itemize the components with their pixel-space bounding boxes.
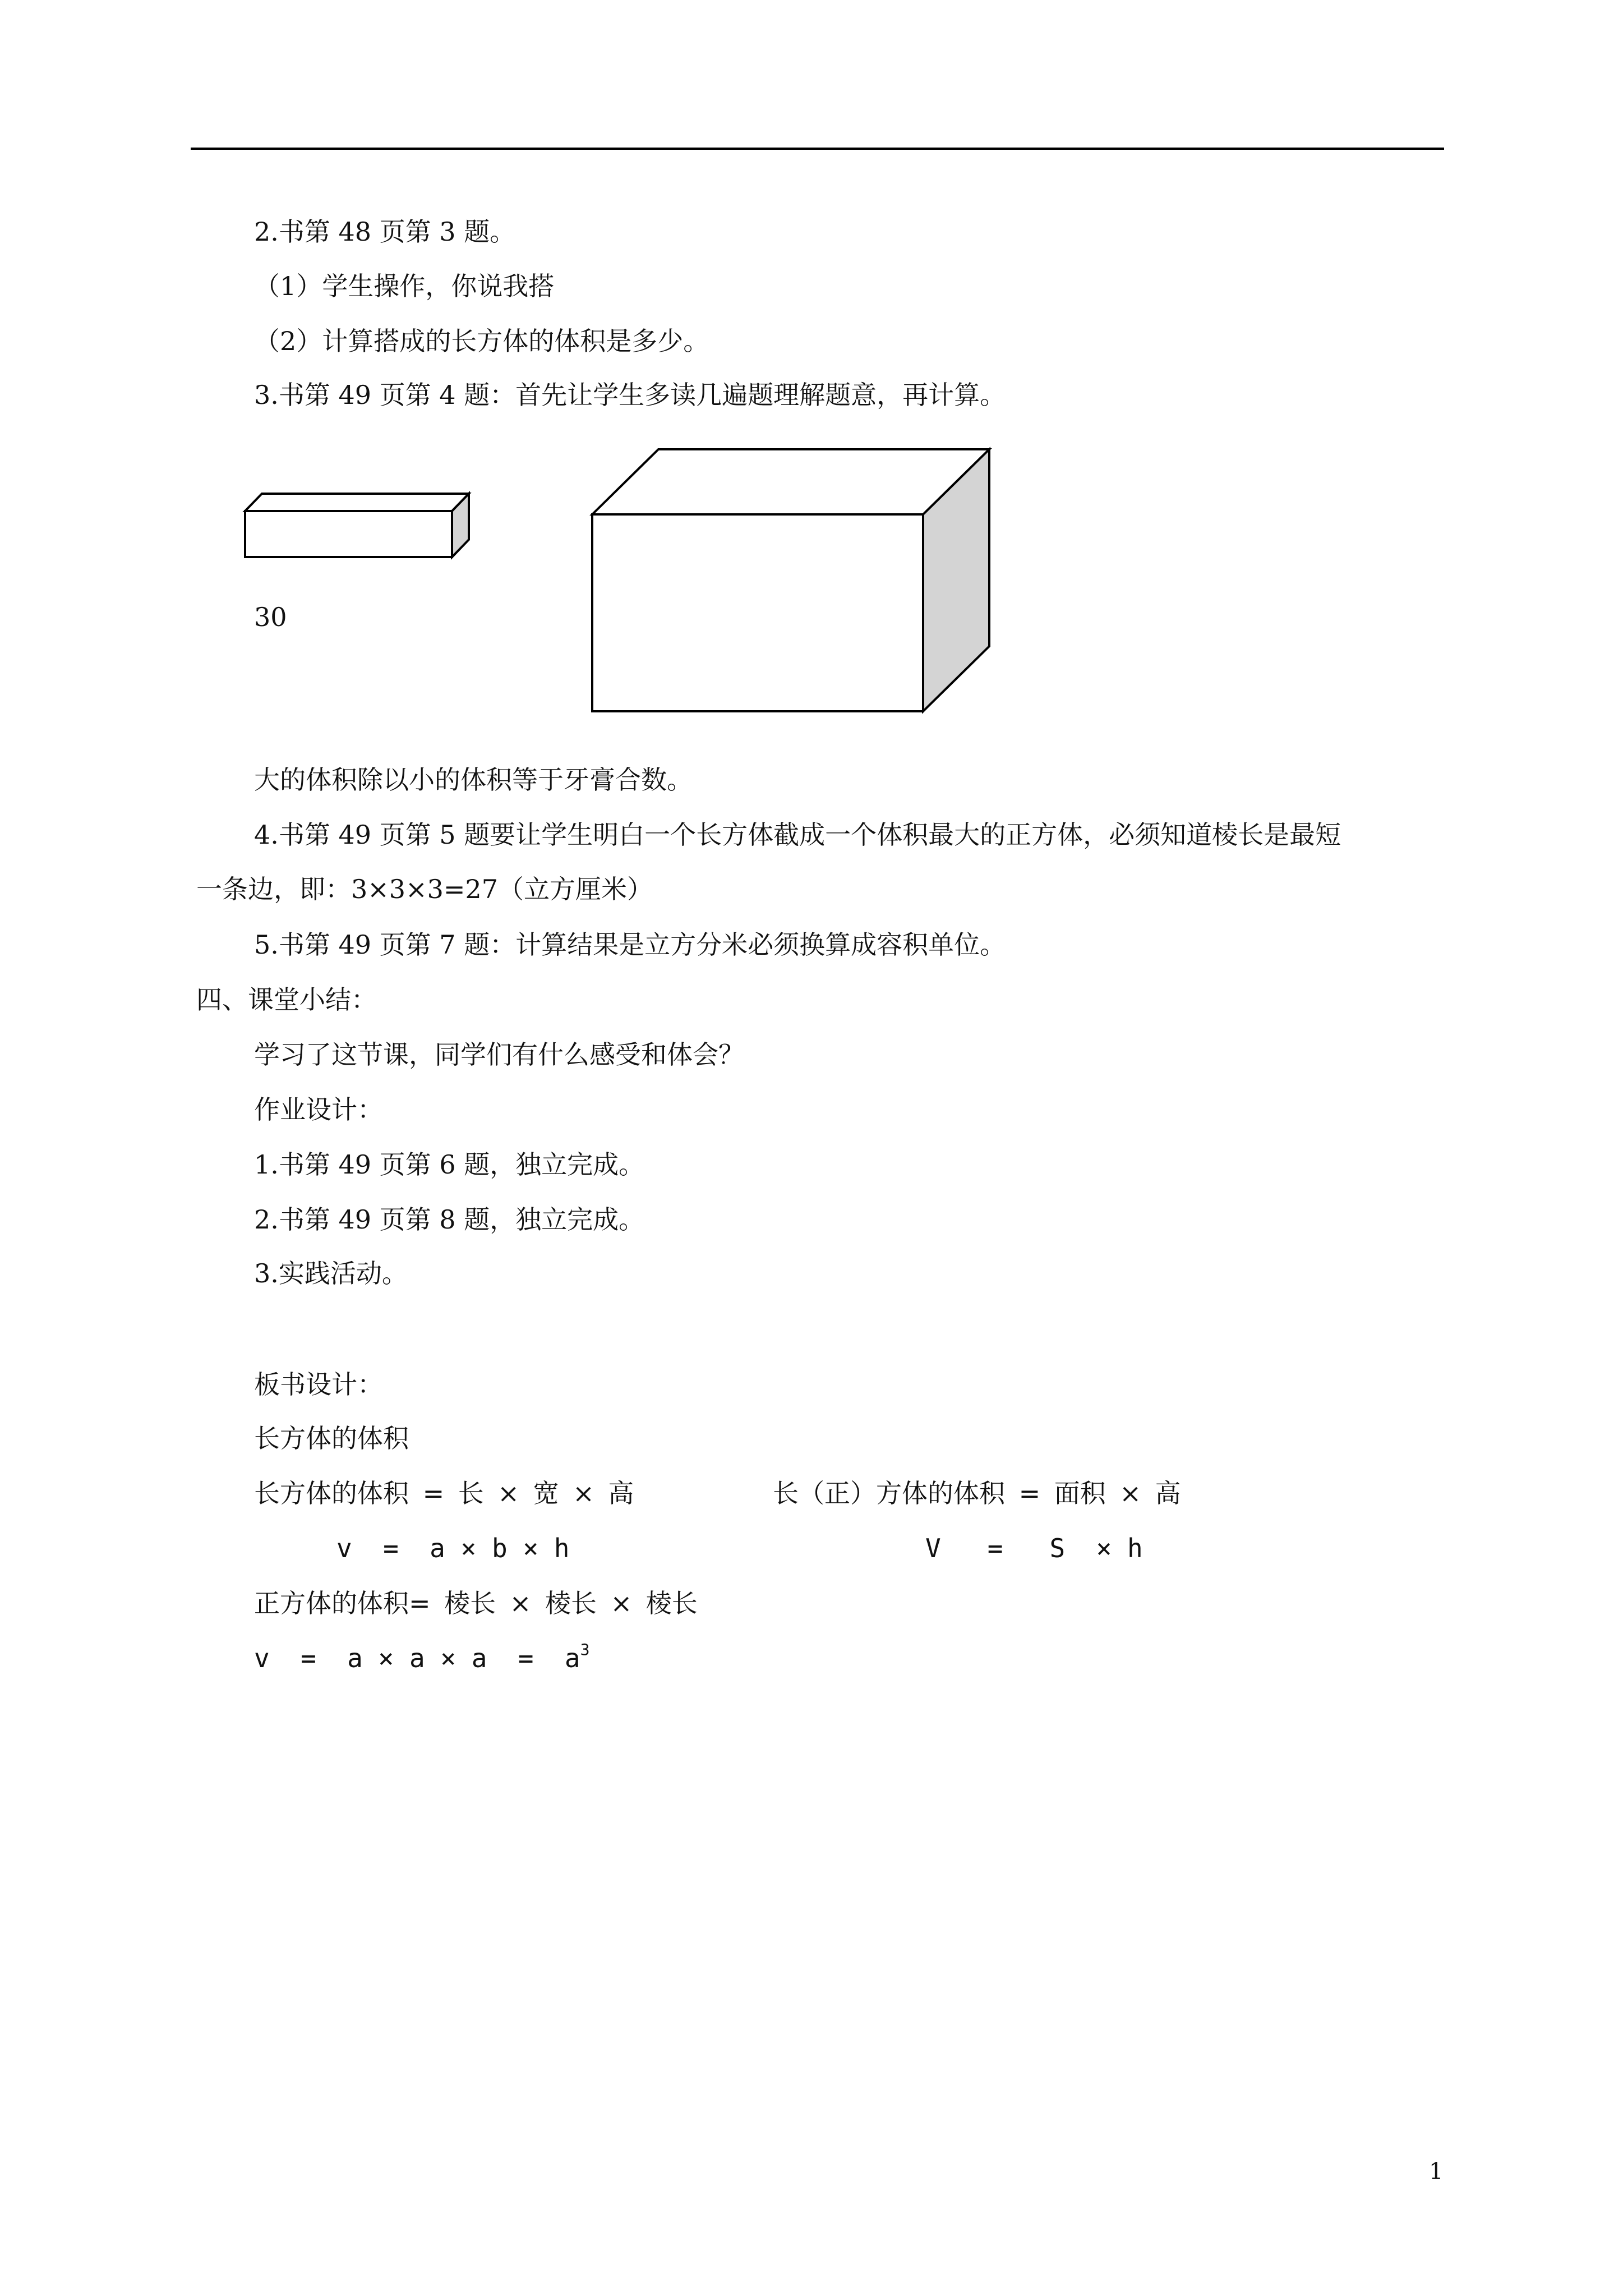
cuboid-figure <box>0 0 1623 729</box>
item-2-sub1: （1）学生操作，你说我搭 <box>254 271 555 301</box>
homework-1: 1.书第 49 页第 6 题，独立完成。 <box>254 1149 645 1180</box>
homework-3: 3.实践活动。 <box>254 1258 408 1289</box>
cube-letter-formula <box>254 1641 589 1675</box>
general-formula: 长（正）方体的体积 = 面积 × 高 <box>773 1478 1181 1508</box>
item-4-cont: 一条边，即：3×3×3=27（立方厘米） <box>196 874 653 904</box>
general-letter-formula: V = S × h <box>925 1533 1143 1563</box>
cube-exponent: 3 <box>580 1640 590 1659</box>
cuboid-formula: 长方体的体积 = 长 × 宽 × 高 <box>254 1478 634 1508</box>
item-3: 3.书第 49 页第 4 题：首先让学生多读几遍题理解题意，再计算。 <box>254 380 1006 410</box>
item-5: 5.书第 49 页第 7 题：计算结果是立方分米必须换算成容积单位。 <box>254 930 1006 960</box>
item-3-result: 大的体积除以小的体积等于牙膏合数。 <box>254 765 693 795</box>
board-heading: 板书设计： <box>254 1369 383 1400</box>
cube-letter-text: v = a × a × a = a <box>254 1643 580 1673</box>
summary-question: 学习了这节课，同学们有什么感受和体会？ <box>254 1039 744 1070</box>
item-2: 2.书第 48 页第 3 题。 <box>254 217 516 247</box>
cube-formula: 正方体的体积= 棱长 × 棱长 × 棱长 <box>254 1588 698 1618</box>
homework-2: 2.书第 49 页第 8 题，独立完成。 <box>254 1204 645 1235</box>
figure-label: 30 <box>254 602 287 632</box>
section-heading-summary: 四、课堂小结： <box>196 984 377 1015</box>
item-2-sub2: （2）计算搭成的长方体的体积是多少。 <box>254 326 709 356</box>
board-title: 长方体的体积 <box>254 1423 409 1453</box>
large-cuboid <box>592 449 989 711</box>
item-4: 4.书第 49 页第 5 题要让学生明白一个长方体截成一个体积最大的正方体，必须知道棱长是最短 <box>254 820 1341 850</box>
small-cuboid <box>245 494 469 557</box>
cuboid-letter-formula: v = a × b × h <box>336 1533 570 1563</box>
homework-heading: 作业设计： <box>254 1094 383 1125</box>
page-number: 1 <box>1429 2159 1444 2184</box>
